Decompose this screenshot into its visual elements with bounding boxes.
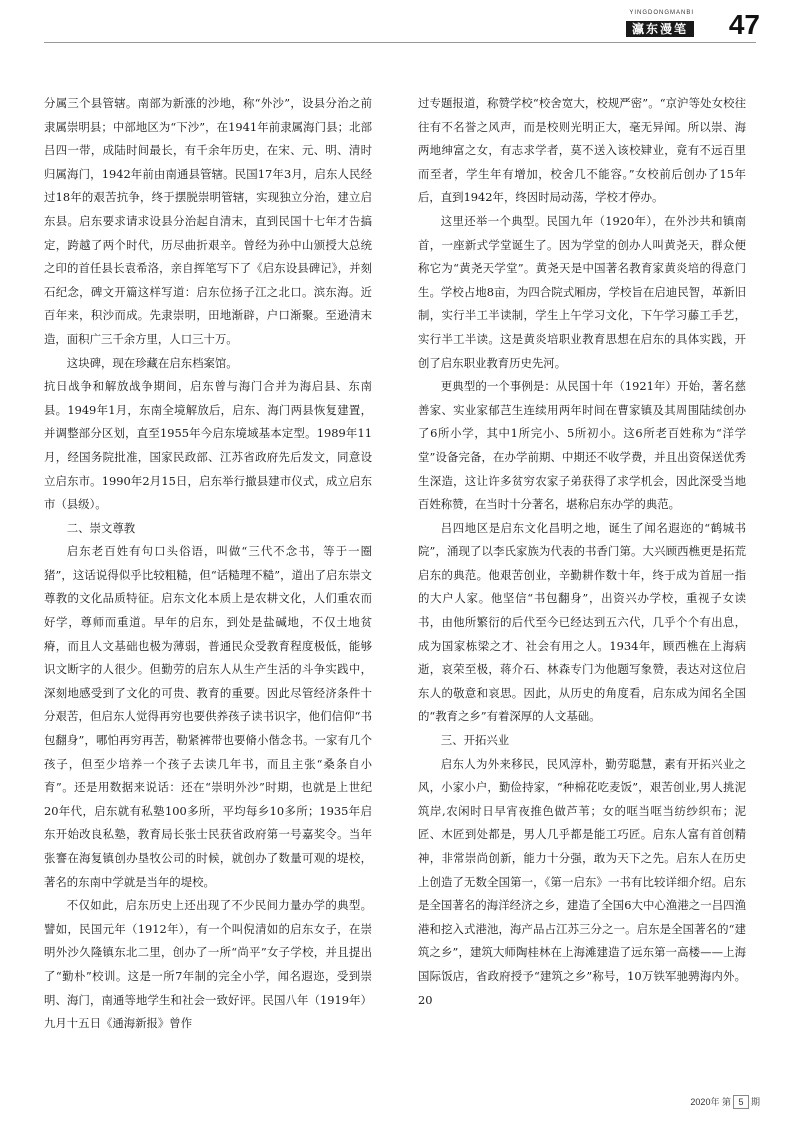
paragraph: 不仅如此，启东历史上还出现了不少民间力量办学的典型。譬如，民国元年（1912年），有一个叫倪清如的启东女子，在崇明外沙久隆镇东北二里，创办了一所“尚平”女子学校，并且提出了“勤朴”校训。这是一所7年制的完全小学，闻名遐迩，受到崇明、海门，南通等地学生和社会一致好评。民国八年（1919年）九月十五日《通海新报》曾作: [44, 898, 372, 1031]
paragraph: 更典型的一个事例是：从民国十年（1921年）开始，著名慈善家、实业家郁芑生连续用两年时间在曹家镇及其周围陆续创办了6所小学，其中1所完小、5所初小。这6所老百姓称为“洋学堂”设备完备，在办学前期、中期还不收学费，并且出资保送优秀生深造，这让许多贫穷农家子弟获得了求学机会，因此深受当地百姓称赞，在当时十分著名，堪称启东办学的典范。: [418, 379, 746, 512]
paragraph: 这块碑，现在珍藏在启东档案馆。: [66, 355, 238, 370]
footer-issue-suffix: 期: [750, 1097, 760, 1107]
paragraph: 吕四地区是启东文化昌明之地，诞生了闻名遐迩的“鹤城书院”，涌现了以李氏家族为代表的书香门第。大兴顾西樵更是拓荒启东的典范。他艰苦创业，辛勤耕作数十年，终于成为首屈一指的大户人家。他坚信“书包翻身”，出资兴办学校，重视子女读书，由他所繁衍的后代至今已经达到五六代，几乎个个有出息，成为国家栋梁之才、社会有用之人。1934年，顾西樵在上海病逝，哀荣至极，蒋介石、林森专门为他题写象赞，表达对这位启东人的敬意和哀思。因此，从历史的角度看，启东成为闻名全国的“教育之乡”有着深厚的人文基础。: [418, 520, 746, 724]
page-number: 47: [728, 9, 760, 40]
paragraph: 过专题报道，称赞学校“校舍宽大，校规严密”。“京沪等处女校往往有不名誉之风声，而是校则光明正大，毫无异闻。所以崇、海两地绅富之女，有志求学者，莫不送入该校肄业，竟有不远百里而至者，学生年有增加，校舍几不能容。”女校前后创办了15年后，直到1942年，终因时局动荡，学校才停办。: [418, 96, 746, 205]
paragraph: 这里还举一个典型。民国九年（1920年），在外沙共和镇南首，一座新式学堂诞生了。因为学堂的创办人叫黄尧天，群众便称它为“黄尧天学堂”。黄尧天是中国著名教育家黄炎培的得意门生。学校占地8亩，为四合院式厢房，学校旨在启迪民智，革新旧制，实行半工半读制，学生上午学习文化，下午学习藤工手艺，实行半工半读。这是黄炎培职业教育思想在启东的具体实践，开创了启东职业教育历史先河。: [418, 213, 746, 370]
header-rule: [44, 42, 756, 43]
section-heading: 二、崇文尊教: [66, 520, 136, 535]
paragraph: 启东人为外来移民，民风淳朴，勤劳聪慧，素有开拓兴业之风，小家小户，勤俭持家，“种棉花吃麦饭”，艰苦创业,男人挑泥筑岸,农闲时日早宵夜推色做芦苇；女的哐当哐当纺纱织布；泥匠、木匠到处都是，男人几乎都是能工巧匠。启东人富有首创精神，非常崇尚创新，能力十分强，敢为天下之先。启东人在历史上创造了无数全国第一，《第一启东》一书有比较详细介绍。启东是全国著名的海洋经济之乡，建造了全国6大中心渔港之一吕四渔港和挖入式港池，海产品占江苏三分之一。启东是全国著名的“建筑之乡”，建筑大师陶桂林在上海滩建造了远东第一高楼——上海国际饭店，省政府授予“建筑之乡”称号，10万铁军驰骋海内外。20: [418, 756, 746, 1007]
paragraph: 启东老百姓有句口头俗语，叫做“三代不念书，等于一圈猪”，这话说得似乎比较粗糙，但“话糙理不糙”，道出了启东崇文尊教的文化品质特征。启东文化本质上是农耕文化，人们重农而好学，尊师而重道。早年的启东，到处是盐碱地，不仅土地贫瘠，而且人文基础也极为薄弱，普通民众受教育程度极低，能够识文断字的人很少。但勤劳的启东人从生产生活的斗争实践中，深刻地感受到了文化的可贵、教育的重要。因此尽管经济条件十分艰苦，但启东人觉得再穷也要供养孩子读书识字，他们信仰“书包翻身”，哪怕再穷再苦，勒紧裤带也要脩小偕念书。一家有几个孩子，但至少培养一个孩子去读几年书，而且主张“桑条自小育”。还是用数据来说话：还在“崇明外沙”时期，也就是上世纪20年代，启东就有私塾100多所，平均每乡10多所；1935年启东开始改良私塾，教育局长张士民获省政府第一号嘉奖令。当年张謇在海复镇创办垦牧公司的时候，就创办了数量可观的堤校，著名的东南中学就是当年的堤校。: [44, 544, 372, 889]
section-heading: 三、开拓兴业: [440, 733, 510, 748]
right-column: [418, 92, 746, 1012]
paragraph: 分属三个县管辖。南部为新涨的沙地，称“外沙”，设县分治之前隶属崇明县；中部地区为“下沙”，在1941年前隶属海门县；北部吕四一带，成陆时间最长，有千余年历史，在宋、元、明、清时归属海门，1942年前由南通县管辖。民国17年3月，启东人民经过18年的艰苦抗争，终于摆脱崇明管辖，实现独立分治，建立启东县。启东要求请求设县分治起自清末，直到民国十七年才告搞定，跨越了两个时代，历尽曲折艰辛。曾经为孙中山颁授大总统之印的首任县长袁希洛，亲自挥笔写下了《启东设县碑记》，并刻石纪念，碑文开篇这样写道：启东位扬子江之北口。滨东海。近百年来，积沙而成。先隶崇明，田地渐辟，户口渐聚。至逊清末造，面积广三千余方里，人口三十万。: [44, 96, 372, 346]
column-name: 瀛东漫笔: [626, 21, 694, 37]
column-pinyin: YINGDONGMANBI: [629, 10, 694, 16]
footer-issue-number: 5: [733, 1095, 749, 1109]
left-column: [44, 92, 372, 1036]
page-footer: [690, 1095, 760, 1109]
paragraph: 抗日战争和解放战争期间，启东曾与海门合并为海启县、东南县。1949年1月，东南全境解放后，启东、海门两县恢复建置，并调整部分区划，直至1955年今启东境域基本定型。1989年11月，经国务院批准，国家民政部、江苏省政府先后发文，同意设立启东市。1990年2月15日，启东举行撤县建市仪式，成立启东市（县级）。: [44, 379, 372, 512]
footer-year: 2020年: [690, 1097, 720, 1107]
footer-issue-prefix: 第: [721, 1097, 731, 1107]
page-header: [500, 8, 760, 44]
